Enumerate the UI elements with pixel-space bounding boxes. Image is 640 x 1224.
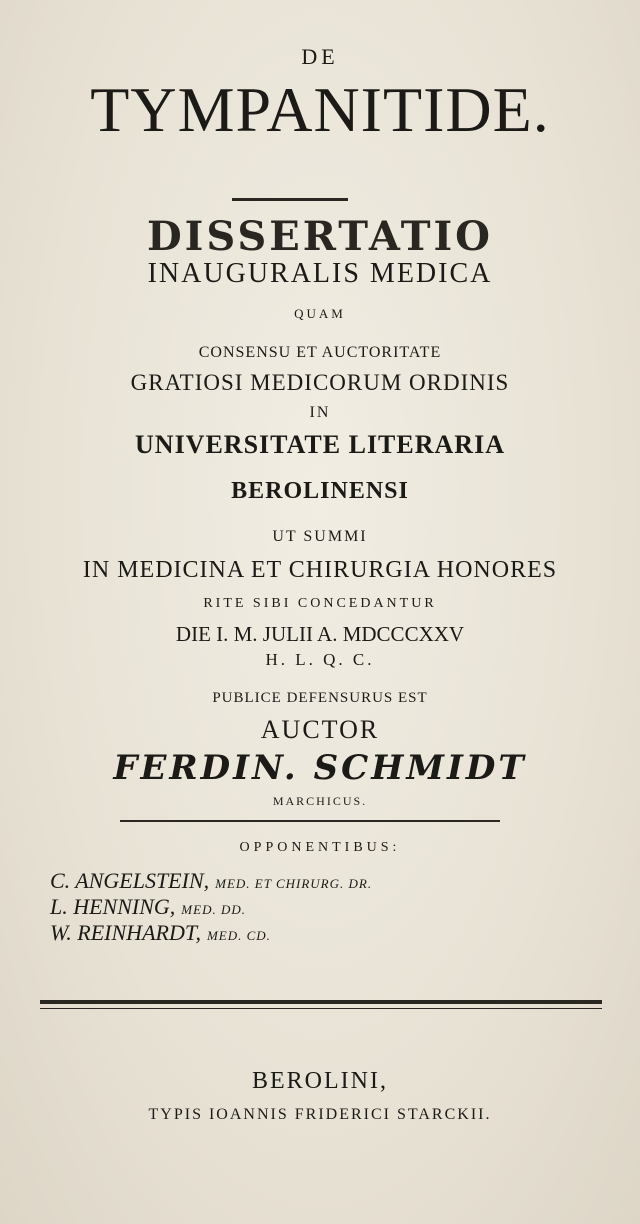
opponent-row — [50, 868, 372, 894]
bottom-rule-thin — [40, 1008, 602, 1009]
title-preposition: DE — [301, 44, 339, 69]
document-title: TYMPANITIDE. — [90, 74, 550, 145]
gratiosi-line: GRATIOSI MEDICORUM ORDINIS — [130, 370, 510, 395]
date-line: DIE I. M. JULII A. MDCCCXXV — [175, 622, 465, 646]
rite-line: RITE SIBI CONCEDANTUR — [203, 596, 437, 611]
inauguralis-line: INAUGURALIS MEDICA — [147, 258, 493, 289]
opponent-degree: MED. CD. — [206, 928, 271, 943]
universitate-line: UNIVERSITATE LITERARIA — [135, 430, 505, 459]
opponent-degree: MED. ET CHIRURG. DR. — [215, 876, 373, 891]
opponent-name: L. HENNING, — [50, 894, 176, 919]
bottom-rule-thick — [40, 1000, 602, 1004]
imprint-city: BEROLINI, — [252, 1068, 388, 1094]
opponent-row — [50, 920, 271, 946]
opponent-row — [50, 894, 246, 920]
hlqc-line: H. L. Q. C. — [265, 650, 375, 669]
berolinensi-line: BEROLINENSI — [231, 478, 409, 504]
imprint-printer: TYPIS IOANNIS FRIDERICI STARCKII. — [148, 1106, 492, 1123]
opponents-heading: OPPONENTIBUS: — [239, 840, 401, 855]
author-origin: MARCHICUS. — [272, 794, 368, 808]
in-medicina-line: IN MEDICINA ET CHIRURGIA HONORES — [82, 557, 558, 583]
dissertatio-heading: DISSERTATIO — [146, 213, 494, 260]
in-line: IN — [309, 404, 331, 421]
publice-line: PUBLICE DEFENSURUS EST — [212, 690, 428, 706]
middle-rule — [120, 820, 500, 822]
quam-line: QUAM — [294, 306, 346, 321]
author-name: FERDIN. SCHMIDT — [113, 748, 527, 788]
ut-summi-line: UT SUMMI — [272, 528, 368, 545]
auctor-line: AUCTOR — [260, 715, 380, 744]
top-rule — [232, 198, 348, 201]
opponent-name: W. REINHARDT, — [50, 920, 201, 945]
opponent-name: C. ANGELSTEIN, — [50, 868, 210, 893]
opponent-degree: MED. DD. — [181, 902, 246, 917]
consensu-line: CONSENSU ET AUCTORITATE — [198, 344, 442, 361]
